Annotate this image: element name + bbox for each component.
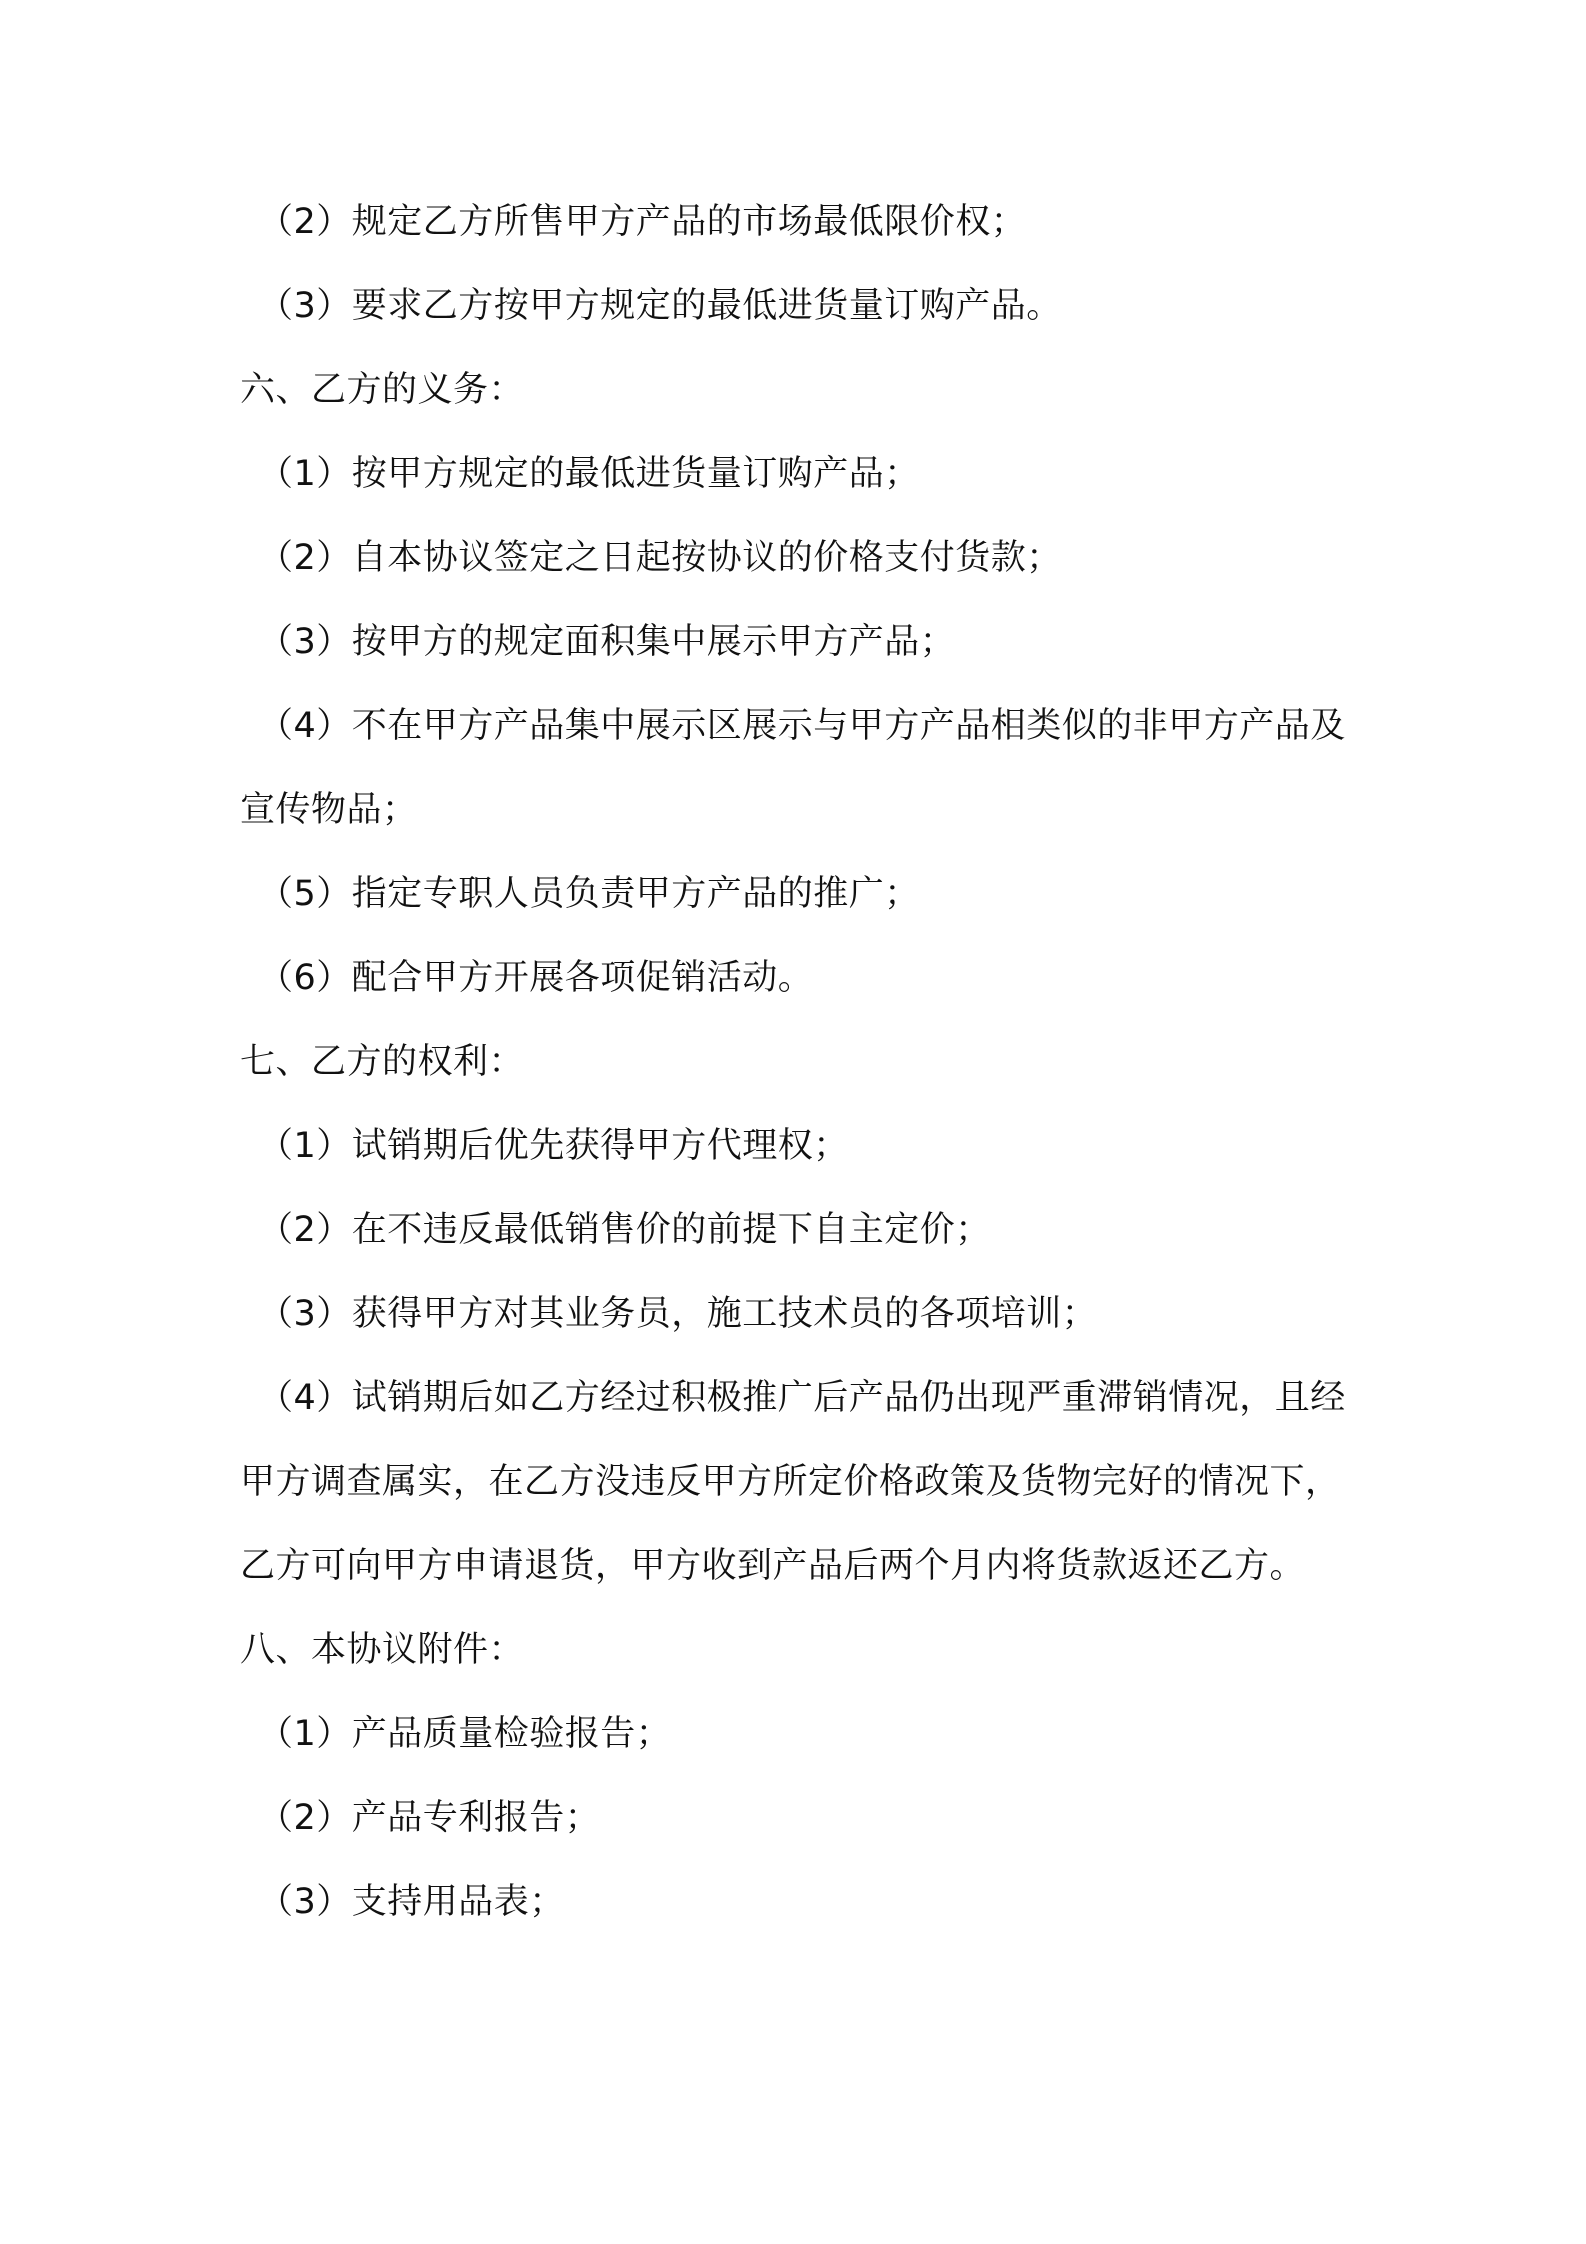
clause-line: （2）在不违反最低销售价的前提下自主定价； xyxy=(258,1210,991,1250)
clause-line: （4）试销期后如乙方经过积极推广后产品仍出现严重滞销情况，且经甲方调查属实，在乙方没违反甲方所定价格政策及货物完好的情况下，乙方可向甲方申请退货，甲方收到产品后两个月内将货款返还乙方。 xyxy=(240,1378,1346,1586)
clause-line: （4）不在甲方产品集中展示区展示与甲方产品相类似的非甲方产品及宣传物品； xyxy=(240,706,1346,830)
section-heading: 六、乙方的义务： xyxy=(240,370,525,410)
clause-line: （6）配合甲方开展各项促销活动。 xyxy=(258,958,814,998)
document-body xyxy=(240,180,1360,1944)
clause-line: （3）支持用品表； xyxy=(258,1882,565,1922)
clause-line: （1）试销期后优先获得甲方代理权； xyxy=(258,1126,849,1166)
section-heading: 八、本协议附件： xyxy=(240,1630,525,1670)
clause-line: （1）产品质量检验报告； xyxy=(258,1714,672,1754)
section-heading: 七、乙方的权利： xyxy=(240,1042,525,1082)
clause-line: （1）按甲方规定的最低进货量订购产品； xyxy=(258,454,920,494)
clause-line: （3）按甲方的规定面积集中展示甲方产品； xyxy=(258,622,956,662)
clause-line: （2）产品专利报告； xyxy=(258,1798,601,1838)
clause-line: （5）指定专职人员负责甲方产品的推广； xyxy=(258,874,920,914)
clause-line: （3）要求乙方按甲方规定的最低进货量订购产品。 xyxy=(258,286,1062,326)
clause-line: （2）规定乙方所售甲方产品的市场最低限价权； xyxy=(258,202,1027,242)
clause-line: （3）获得甲方对其业务员，施工技术员的各项培训； xyxy=(258,1294,1098,1334)
clause-line: （2）自本协议签定之日起按协议的价格支付货款； xyxy=(258,538,1062,578)
